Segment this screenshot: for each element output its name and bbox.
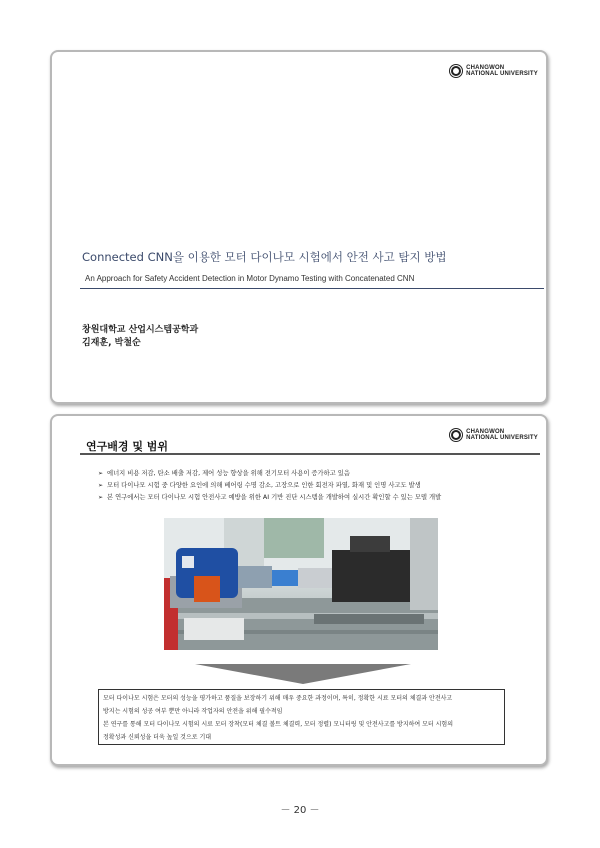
title-divider xyxy=(80,288,544,289)
arrow-bullet-icon: ➢ xyxy=(98,482,104,489)
paper-title: Connected CNN을 이용한 모터 다이나모 시험에서 안전 사고 탐지 방법 xyxy=(82,250,447,264)
bullet-list xyxy=(98,468,441,504)
bullet-item: ➢ 에너지 비용 저감, 탄소 배출 저감, 제어 성능 향상을 위해 전기모터 사용이 증가하고 있음 xyxy=(98,468,441,480)
down-arrow-icon xyxy=(195,664,411,684)
university-logo xyxy=(449,428,538,442)
summary-box xyxy=(98,689,505,745)
summary-line: 모터 다이나모 시험은 모터의 성능을 평가하고 품질을 보장하기 위해 매우 중요한 과정이며, 특히, 정확한 시료 모터의 체결과 안전사고 xyxy=(103,695,453,702)
logo-line-1: CHANGWON xyxy=(466,65,505,71)
university-emblem-icon xyxy=(449,64,463,78)
logo-line-2: NATIONAL UNIVERSITY xyxy=(466,435,538,441)
arrow-bullet-icon: ➢ xyxy=(98,494,104,501)
university-emblem-icon xyxy=(449,428,463,442)
summary-line: 방지는 시험의 성공 여부 뿐만 아니라 작업자의 안전을 위해 필수적임 xyxy=(103,708,283,715)
section-divider xyxy=(80,453,540,455)
bullet-item: ➢ 모터 다이나모 시험 중 다양한 요인에 의해 베어링 수명 감소, 고장으로 인한 회전자 파열, 화재 및 인명 사고도 발생 xyxy=(98,480,441,492)
motor-dynamo-photo xyxy=(164,518,438,650)
title-slide xyxy=(50,50,548,404)
summary-line: 정확성과 신뢰성을 더욱 높일 것으로 기대 xyxy=(103,734,212,741)
author-names: 김재훈, 박철순 xyxy=(82,338,141,348)
logo-line-2: NATIONAL UNIVERSITY xyxy=(466,71,538,77)
arrow-bullet-icon: ➢ xyxy=(98,470,104,477)
university-logo xyxy=(449,64,538,78)
author-affiliation: 창원대학교 산업시스템공학과 xyxy=(82,325,199,335)
section-heading: 연구배경 및 범위 xyxy=(86,440,169,453)
paper-subtitle: An Approach for Safety Accident Detection in Motor Dynamo Testing with Concatenated CNN xyxy=(85,274,415,283)
page-number: － 20 － xyxy=(280,805,320,816)
bullet-item: ➢ 본 연구에서는 모터 다이나모 시험 안전사고 예방을 위한 AI 기반 진단 시스템을 개발하여 실시간 확인할 수 있는 모델 개발 xyxy=(98,492,441,504)
summary-line: 본 연구를 통해 모터 다이나모 시험의 시료 모터 장착(모터 체결 볼트 체결력, 모터 정렬) 모니터링 및 안전사고를 방지하여 모터 시험의 xyxy=(103,721,454,728)
background-slide xyxy=(50,414,548,766)
test-bench-illustration xyxy=(164,518,438,650)
logo-line-1: CHANGWON xyxy=(466,429,505,435)
